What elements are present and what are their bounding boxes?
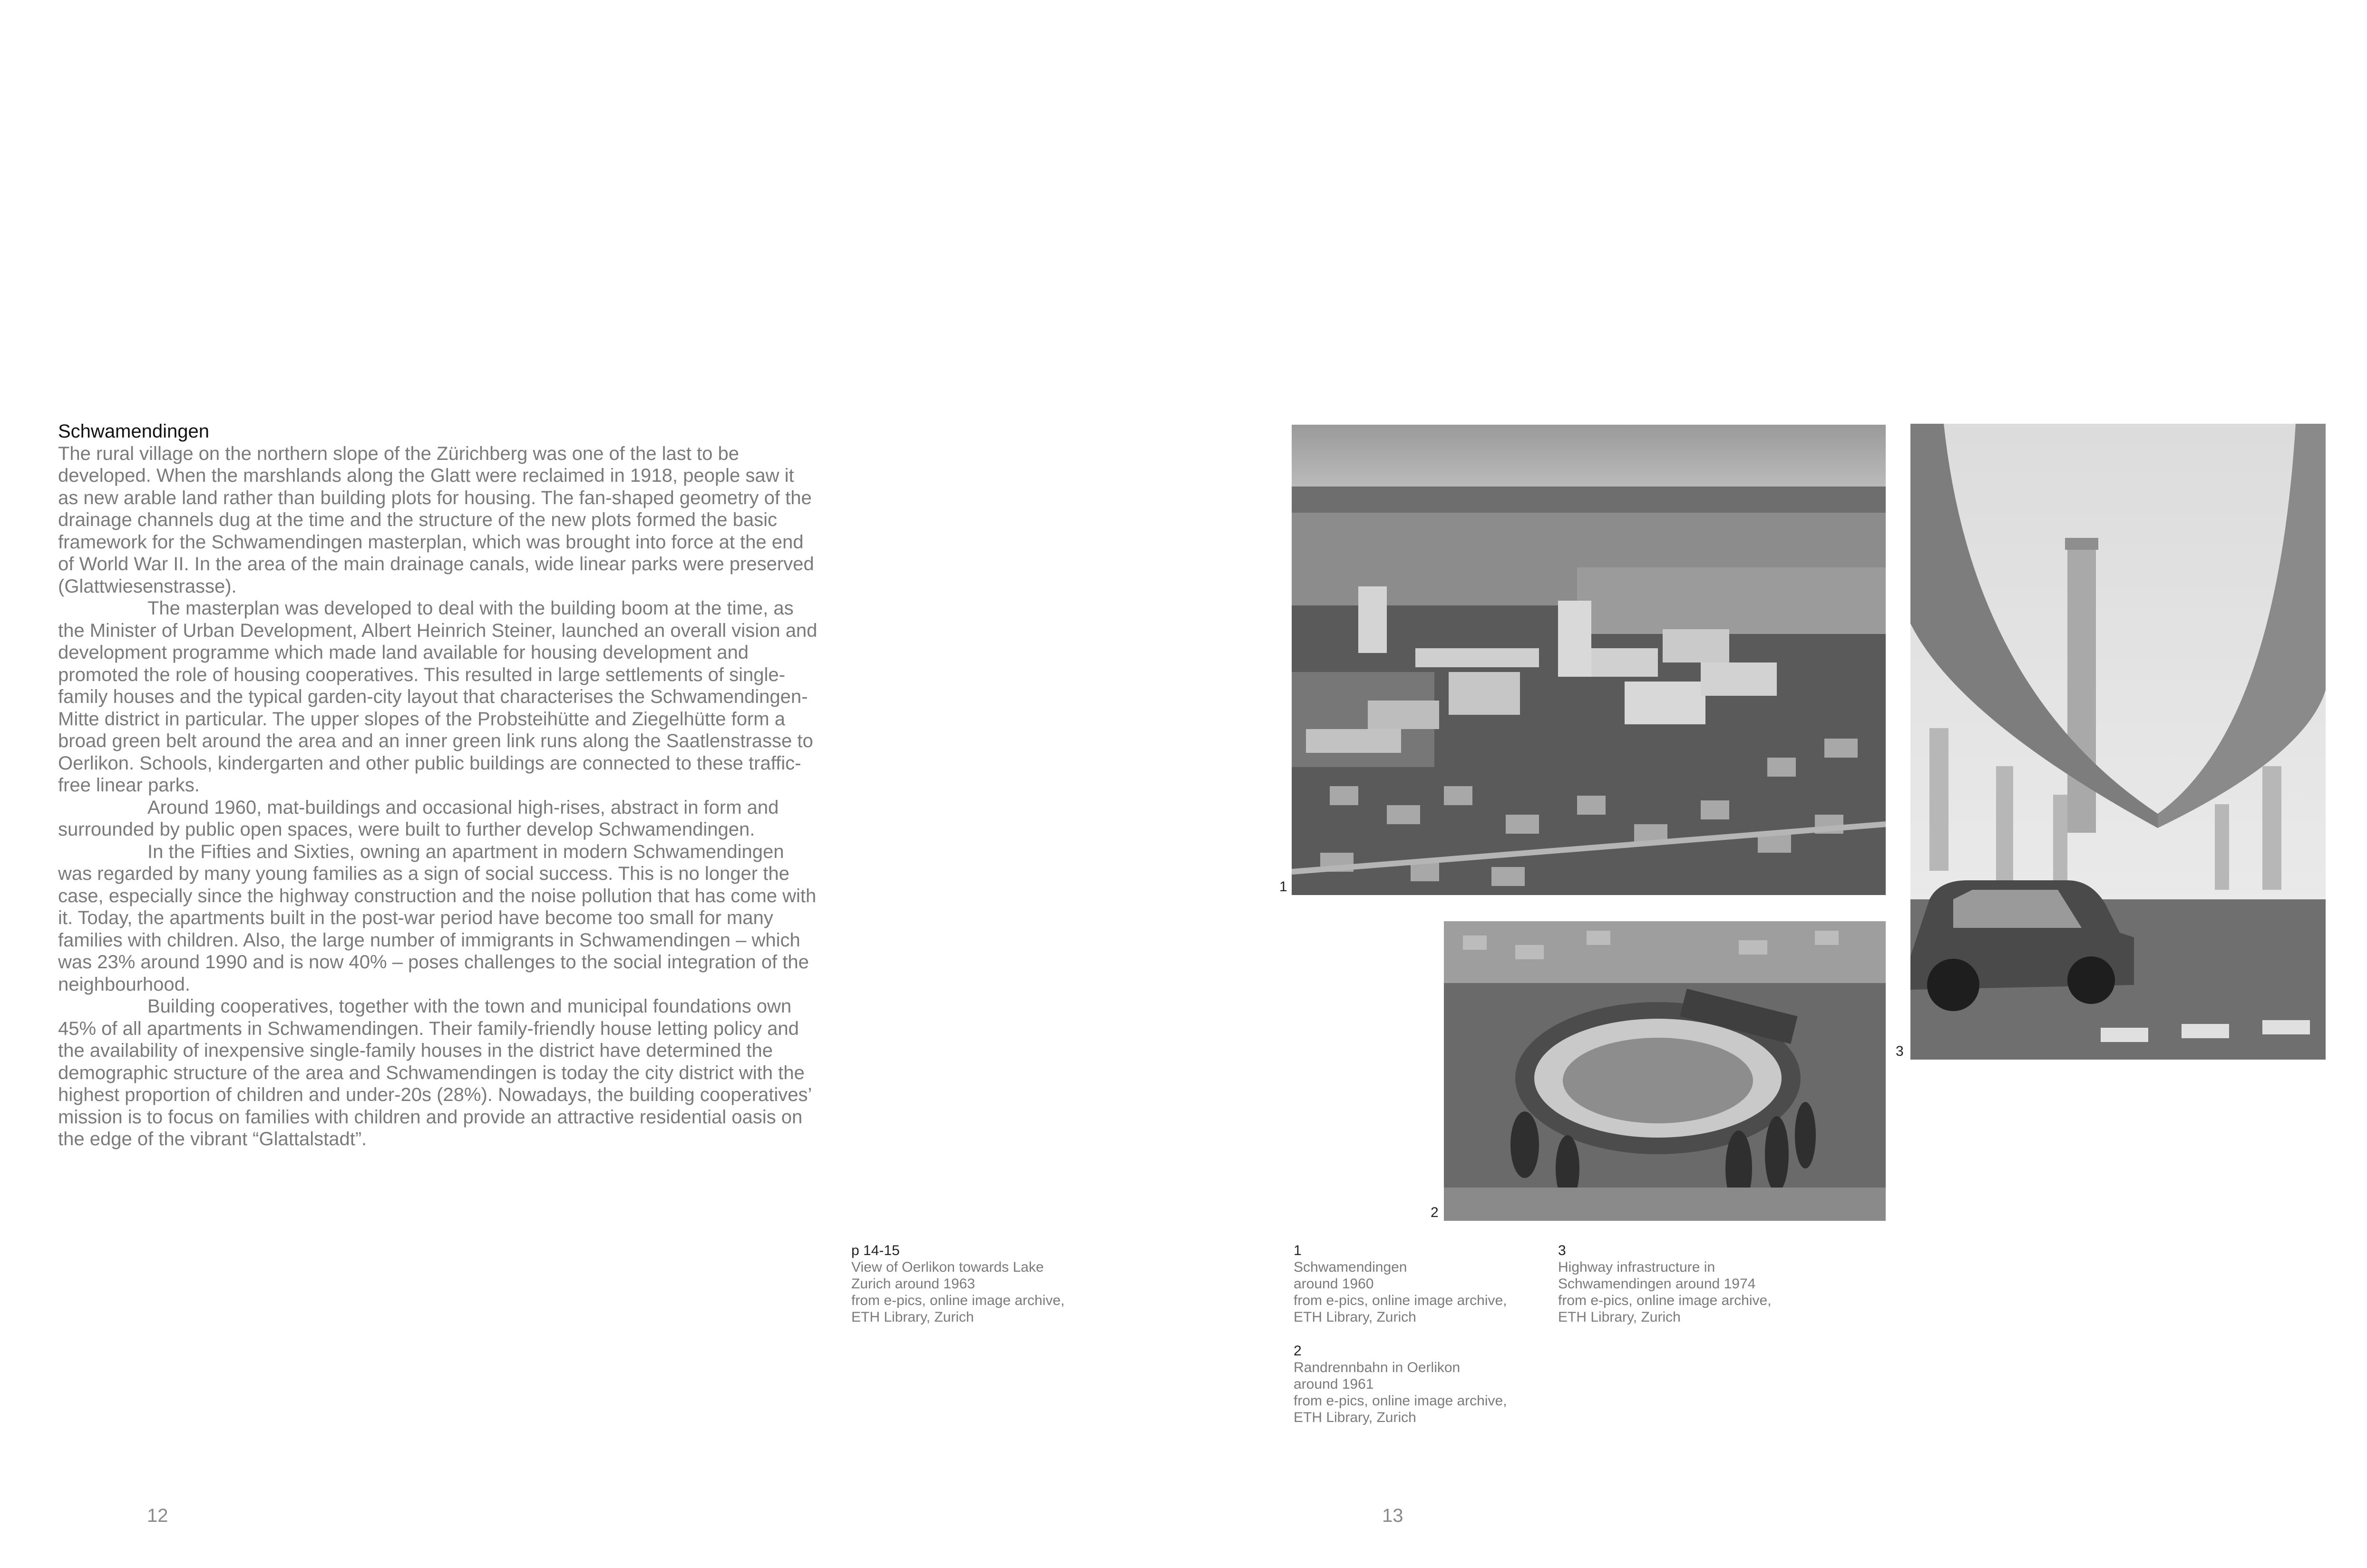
article-paragraph-3: Around 1960, mat-buildings and occasional high-rises, abstract in form and surrounded by public open spaces, were built to further develop Schwamendingen. xyxy=(58,797,779,840)
caption-line: Zurich around 1963 xyxy=(851,1276,975,1292)
figure-number-1: 1 xyxy=(1279,879,1287,895)
photo-schwamendingen-aerial xyxy=(1292,425,1886,895)
caption-figure-1 xyxy=(1294,1242,1560,1325)
article-paragraph-2: The masterplan was developed to deal with the building boom at the time, as the Minister of Urban Development, Albert Heinrich Steiner, launched an overall vision and development programme which made land available for housing development and promoted the role of housing cooperatives. This resulted in large settlements of single-family houses and the typical garden-city layout that characterises the Schwamendingen-Mitte district in particular. The upper slopes of the Probsteihütte and Ziegelhütte form a broad green belt around the area and an inner green link runs along the Saatlenstrasse to Oerlikon. Schools, kindergarten and other public buildings are connected to these traffic-free linear parks. xyxy=(58,598,818,796)
caption-ref: p 14-15 xyxy=(851,1243,900,1258)
caption-line: ETH Library, Zurich xyxy=(1294,1410,1416,1425)
photo-highway-infrastructure xyxy=(1910,424,2326,1060)
article-paragraph-1: The rural village on the northern slope of the Zürichberg was one of the last to be developed. When the marshlands along the Glatt were reclaimed in 1918, people saw it as new arable land rather than building plots for housing. The fan-shaped geometry of the drainage channels dug at the time and the structure of the new plots formed the basic framework for the Schwamendingen masterplan, which was brought into force at the end of World War II. In the area of the main drainage canals, wide linear parks were preserved (Glattwiesenstrasse). xyxy=(58,443,814,597)
article-paragraph-5: Building cooperatives, together with the town and municipal foundations own 45% of all apartments in Schwamendingen. Their family-friendly house letting policy and the availability of inexpensive single-family houses in the district have determined the demographic structure of the area and Schwamendingen is today the city district with the highest proportion of children and under-20s (28%). Nowadays, the building cooperatives’ mission is to focus on families with children and provide an attractive residential oasis on the edge of the vibrant “Glattalstadt”. xyxy=(58,996,811,1149)
caption-line: from e-pics, online image archive, xyxy=(851,1293,1065,1308)
caption-line: ETH Library, Zurich xyxy=(851,1309,974,1325)
photo-randrennbahn-velodrome xyxy=(1444,921,1886,1221)
caption-ref: 2 xyxy=(1294,1343,1302,1359)
caption-line: from e-pics, online image archive, xyxy=(1294,1393,1507,1409)
caption-line: Highway infrastructure in xyxy=(1558,1259,1715,1275)
caption-line: from e-pics, online image archive, xyxy=(1558,1293,1772,1308)
caption-line: from e-pics, online image archive, xyxy=(1294,1293,1507,1308)
caption-ref: 1 xyxy=(1294,1243,1302,1258)
caption-line: Schwamendingen around 1974 xyxy=(1558,1276,1756,1292)
page-number-left: 12 xyxy=(147,1505,168,1526)
page-number-right: 13 xyxy=(1382,1505,1403,1526)
caption-figure-3 xyxy=(1558,1242,1824,1325)
article-paragraph-4: In the Fifties and Sixties, owning an apartment in modern Schwamendingen was regarded by many young families as a sign of social success. This is no longer the case, especially since the highway construction and the noise pollution that has come with it. Today, the apartments built in the post-war period have become too small for many families with children. Also, the large number of immigrants in Schwamendingen – which was 23% around 1990 and is now 40% – poses challenges to the social integration of the neighbourhood. xyxy=(58,841,817,995)
caption-line: around 1961 xyxy=(1294,1376,1374,1392)
caption-line: ETH Library, Zurich xyxy=(1294,1309,1416,1325)
caption-figure-2 xyxy=(1294,1343,1560,1426)
figure-number-3: 3 xyxy=(1896,1043,1904,1059)
caption-line: ETH Library, Zurich xyxy=(1558,1309,1681,1325)
caption-line: Randrennbahn in Oerlikon xyxy=(1294,1360,1461,1375)
caption-ref: 3 xyxy=(1558,1243,1566,1258)
caption-p14-15 xyxy=(851,1242,1118,1325)
caption-line: Schwamendingen xyxy=(1294,1259,1407,1275)
article-title: Schwamendingen xyxy=(58,421,209,442)
caption-line: View of Oerlikon towards Lake xyxy=(851,1259,1044,1275)
figure-number-2: 2 xyxy=(1431,1205,1439,1220)
article xyxy=(58,420,819,1150)
caption-line: around 1960 xyxy=(1294,1276,1374,1292)
